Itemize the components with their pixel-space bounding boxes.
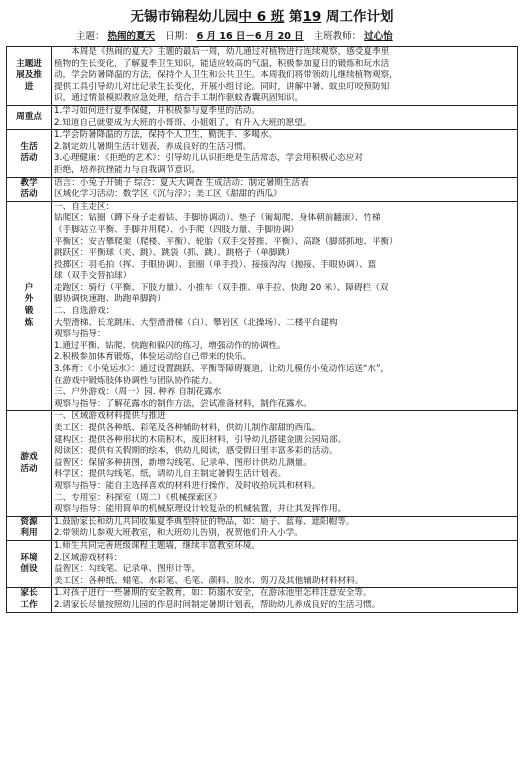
row-content	[52, 516, 518, 540]
row-label-text: 户	[24, 282, 34, 293]
row-label	[7, 588, 52, 612]
plan-row	[7, 540, 518, 587]
content-line: 科学区：提供勾线笔、纸，请幼儿自主制定暑假生活计划表。	[54, 469, 287, 480]
content-line: 平衡区：安吉攀爬架（爬楼、平衡）、轮胎（双手交替推、平衡）、高跷（脚部抓地、平衡）	[54, 236, 398, 247]
plan-table-body	[7, 47, 518, 613]
row-label-text: 环境	[20, 552, 38, 563]
row-content	[52, 201, 518, 411]
row-content	[52, 588, 518, 612]
teacher-info	[314, 30, 393, 46]
content-line: 二、自选游戏：	[54, 306, 115, 317]
content-line: 观察与指导：了解花露水的制作方法，尝试准备材料，制作花露水。	[54, 398, 312, 409]
plan-table	[6, 46, 518, 613]
content-line: 2.区域游戏材料：	[54, 552, 123, 563]
row-label-text: 进	[24, 81, 34, 92]
title-suffix: 周工作计划	[326, 9, 394, 25]
row-label-text: 工作	[20, 599, 38, 610]
row-label-text: 利用	[20, 528, 38, 539]
date-value: 6 月 16 日－6 月 20 日	[196, 31, 304, 42]
content-line: 钻爬区：钻圈（蹲下身子走着钻、手脚协调动）、垫子（匍匐爬、身体朝前翻滚）、竹梯	[54, 213, 381, 224]
content-line: 三、户外游戏：（周一）园. 种养 自制花露水	[54, 387, 222, 398]
plan-row	[7, 588, 518, 612]
row-label-text: 活动	[20, 153, 38, 164]
row-label	[7, 177, 52, 201]
content-line: 脚协调快速跑、助跑单脚跨）	[54, 294, 166, 305]
content-line: 益智区：保留多种拼图，新增勾线笔、记录单、图形计供幼儿测量。	[54, 457, 312, 468]
row-label	[7, 201, 52, 411]
row-label-text: 游戏	[20, 451, 38, 462]
row-content	[52, 411, 518, 516]
row-content	[52, 105, 518, 129]
row-content	[52, 177, 518, 201]
content-line: 1.学习如何进行夏季保健，并积极参与夏季里的活动。	[54, 105, 260, 116]
teacher-value: 过心怡	[364, 31, 393, 42]
content-line: 跳跃区：平衡球（夹、跳）、跳袋（抓、跳）、跳格子（单脚跳）	[54, 248, 295, 259]
content-line: 观察与指导：能自主选择喜欢的材料进行操作，及时收拾玩具和材料。	[54, 480, 321, 491]
content-line: 3.心理健康：《拒绝的艺术》：引导幼儿认识拒绝是生活常态，学会用积极心态应对	[54, 153, 363, 164]
date-label: 日期：	[165, 31, 194, 42]
plan-row	[7, 177, 518, 201]
row-label	[7, 540, 52, 587]
row-content	[52, 540, 518, 587]
content-line: 1.师生共同完善班级课程主题墙，继续丰富教室环境。	[54, 540, 260, 551]
plan-row	[7, 130, 518, 177]
content-line: 观察与指导：能用简单的机械原理设计较复杂的机械装置，并让其发挥作用。	[54, 504, 347, 515]
content-line: 阅读区：提供有关假期的绘本，供幼儿阅读，感受假日里丰富多彩的活动。	[54, 446, 338, 457]
content-line: 益智区：勾线笔、记录单、图形计等。	[54, 564, 201, 575]
row-label	[7, 47, 52, 106]
date-info	[165, 30, 304, 46]
row-label-text: 主题进	[16, 58, 42, 69]
plan-row	[7, 47, 518, 106]
row-label-text: 锻	[24, 306, 34, 317]
content-line: 2.知道自己就要成为大班的小哥哥、小姐姐了，有升入大班的愿望。	[54, 117, 312, 128]
content-line: 2.带领幼儿参观大班教室，和大班幼儿告别，祝贺他们升入小学。	[54, 528, 303, 539]
content-line: 3.体育：《小兔运水》：通过设置跳跃、平衡等障碍赛道，让幼儿模仿小兔动作运送“水”，	[54, 364, 390, 375]
row-label-text: 教学	[20, 177, 38, 188]
theme-label: 主题：	[76, 31, 105, 42]
content-line: 语言：小兔子开铺子 综合：夏天大调查 生成活动：制定暑期生活表	[54, 177, 309, 188]
title-week-number: 19	[302, 9, 322, 25]
row-label-text: 家长	[20, 588, 38, 599]
content-line: 动，学会防暑降温的方法，保持个人卫生和公共卫生。本周我们将带领幼儿继续植物观察，	[54, 70, 398, 81]
row-label	[7, 105, 52, 129]
content-line: 建构区：提供各种形状的木质积木，废旧材料，引导幼儿搭建金匮公园局部。	[54, 434, 347, 445]
content-line: 1.鼓励家长和幼儿共同收集夏季典型特征的物品，如：扇子、蓝莓、遮阳帽等。	[54, 516, 355, 527]
content-line: 区域化学习活动：数学区《沉与浮》；美工区《甜甜的西瓜》	[54, 189, 282, 200]
row-label-text: 资源	[20, 516, 38, 527]
row-label-text: 炼	[24, 317, 34, 328]
content-line: 1.学会防暑降温的方法，保持个人卫生，勤洗手、多喝水。	[54, 130, 278, 141]
content-line: 在游戏中锻炼肢体协调性与团队协作能力。	[54, 375, 218, 386]
content-line: 美工区：各种纸、蜡笔、水彩笔、毛笔、颜料、胶水、剪刀及其他辅助材料材料。	[54, 575, 364, 586]
title-class-name: 中 6 班	[238, 9, 285, 25]
plan-info-line	[6, 30, 518, 46]
row-label-text: 周重点	[16, 111, 42, 122]
row-label	[7, 516, 52, 540]
content-line: 1.通过平衡、钻爬、快跑和躲闪的练习，增强动作的协调性。	[54, 340, 286, 351]
content-line: 识，通过情景模拟教应急处理，结合手工制作驱蚊香囊巩固知识。	[54, 93, 304, 104]
teacher-label: 主班教师：	[313, 31, 362, 42]
content-line: 2.请家长尽量按照幼儿园的作息时间制定暑期计划表，帮助幼儿养成良好的生活习惯。	[54, 599, 381, 610]
row-content	[52, 130, 518, 177]
content-line: 一、自主走区：	[54, 201, 115, 212]
plan-row	[7, 105, 518, 129]
content-line: 球（双手交替拍球）	[54, 271, 132, 282]
plan-row	[7, 411, 518, 516]
content-line: （手脚站立平衡、手脚并用爬）、小手爬（四肢力量、手脚协调）	[54, 224, 299, 235]
plan-row	[7, 516, 518, 540]
row-label	[7, 411, 52, 516]
content-line: 一、区域游戏材料提供与推进	[54, 411, 166, 422]
title-prefix: 无锡市锦程幼儿园	[130, 9, 239, 25]
content-line: 提供工具引导幼儿对比记录生长变化，开展小组讨论。同时，讲解中暑、蚊虫叮咬预防知	[54, 81, 390, 92]
plan-row	[7, 201, 518, 411]
row-label	[7, 130, 52, 177]
content-line: 走跑区：骑行（平衡、下肢力量）、小推车（双手推、单手拉、快跑 20 米）、障碍栏（双	[54, 282, 389, 293]
content-line: 拒绝，培养抗挫能力与自我调节意识。	[54, 164, 201, 175]
content-line: 2.积极参加体育锻炼，体验运动给自己带来的快乐。	[54, 352, 252, 363]
row-label-text: 活动	[20, 463, 38, 474]
content-line: 投掷区：羽毛拍（挥、手眼协调）、套圈（单手投）、接接沟沟（抛接、手眼协调）、篮	[54, 259, 377, 270]
content-line: 观察与指导：	[54, 329, 106, 340]
row-label-text: 展及推	[16, 70, 42, 81]
row-content	[52, 47, 518, 106]
content-line: 1.对孩子进行一些暑期的安全教育，如：防溺水安全，在游泳池里怎样注意安全等。	[54, 588, 372, 599]
content-line: 2.制定幼儿暑期生活计划表，养成良好的生活习惯。	[54, 141, 252, 152]
theme-info	[76, 30, 155, 46]
content-line: 大型滑梯、长龙跳床、大型滑滑梯（白）、攀岩区（北操场）、二楼平台建构	[54, 317, 338, 328]
title-week-prefix: 第	[289, 9, 303, 25]
content-line: 本周是《热闹的夏天》主题的最后一周，幼儿通过对植物进行连续观察，感受夏季里	[71, 47, 390, 57]
page-title	[6, 8, 518, 26]
row-label-text: 创设	[20, 564, 38, 575]
content-line: 二、专用室：科探室（周二）《机械探索区》	[54, 492, 222, 503]
content-line: 美工区：提供各种纸、彩笔及各种辅助材料，供幼儿制作甜甜的西瓜。	[54, 423, 321, 433]
content-line: 植物的生长变化，了解夏季卫生知识，能适应较高的气温，积极参加夏日的锻炼和玩水活	[54, 58, 390, 69]
theme-value: 热闹的夏天	[107, 31, 156, 42]
row-label-text: 外	[24, 294, 34, 305]
row-label-text: 生活	[20, 141, 38, 152]
row-label-text: 活动	[20, 189, 38, 200]
